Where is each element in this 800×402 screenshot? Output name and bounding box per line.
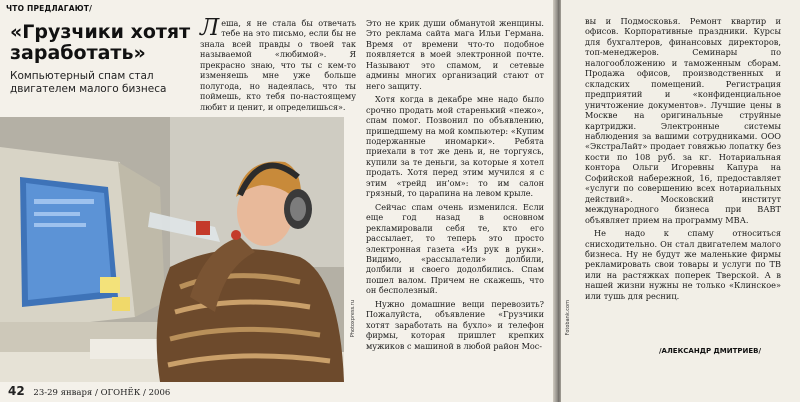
- body-paragraph: Сейчас спам очень изменился. Если еще год назад в основном рекламировали себя те, кто его рассылает, то теперь это просто электронная газета «Из рук в руки». Видимо, «рассылатели» долбили, долбили и своего додолбились. Спам пошел валом. Причем не скажешь, что он бесполезный.: [366, 201, 544, 296]
- body-column-1: [366, 18, 544, 351]
- article-subhead: Компьютерный спам стал двигателем малого бизнеса: [10, 70, 167, 95]
- page-footer: 42 23-29 января / ОГОНЁК / 2006: [8, 384, 171, 398]
- photo-credit-right: Fotobank.com: [565, 300, 571, 336]
- intro-column: [200, 15, 356, 112]
- right-page: [561, 0, 800, 402]
- section-rubric: ЧТО ПРЕДЛАГАЮТ/: [6, 4, 93, 13]
- photo-illustration: [0, 117, 344, 382]
- page-number: 42: [8, 384, 25, 398]
- body-paragraph: Это не крик души обманутой женщины. Это реклама сайта мага Ильи Германа. Время от времени что-то подобное появляется в моей электронной почте. Называют это спамом, и сетевые админы многих организаций стают от него защиту.: [366, 18, 544, 91]
- body-paragraph: Не надо к спаму относиться снисходительно. Он стал двигателем малого бизнеса. Ну не будут же маленькие фирмы рекламировать свои товары и услуги по ТВ или на растяжках поперек Тверской. А в нашей жизни нужны не только «Клинское» или тушь для ресниц.: [585, 228, 781, 301]
- author-byline: /АЛЕКСАНДР ДМИТРИЕВ/: [659, 347, 762, 355]
- body-paragraph: Нужно домашние вещи перевозить? Пожалуйста, объявление «Грузчики хотят заработать на бухло» и телефон фирмы, которая пришлет крепких мужиков с машиной в любой район Мос-: [366, 298, 544, 351]
- body-column-2: [585, 16, 781, 301]
- intro-paragraph: Леша, я не стала бы отвечать тебе на это письмо, если бы не знала всей правды о твоей так называемой «любимой». Я прекрасно знаю, что ты с кем-то изменяешь мне уже больше полугода, но надеялась, что ты поймешь, кто тебя по-настоящему любит и ценит, и определишься».: [200, 15, 356, 112]
- body-paragraph: Хотя когда в декабре мне надо было срочно продать мой старенький «пежо», спам помог. Позвонил по объявлению, пришедшему на мой компьютер: «Купим подержанные иномарки». Ребята приехали в тот же день и, не торгуясь, купили за те деньги, за которые я хотел продать. Хотя перед этим мучился я с этим «трейд ин’ом»: то им салон грязный, то царапина на левом крыле.: [366, 94, 544, 199]
- article-headline: «Грузчики хотят заработать»: [10, 21, 191, 64]
- article-photo: [0, 117, 344, 382]
- issue-year: 2006: [148, 388, 171, 398]
- issue-date: 23-29 января: [33, 388, 93, 398]
- magazine-name: ОГОНЁК: [100, 388, 141, 398]
- body-paragraph: вы и Подмосковья. Ремонт квартир и офисов. Корпоративные праздники. Курсы для бухгалтеров, финансовых директоров, топ-менеджеров. Семинары по налогообложению и таможенным сборам. Продажа офисов, производственных и складских помещений. Регистрация предприятий и «конфиденциальное уничтожение документов». Лучшие цены в Москве на оригинальные струйные картриджи. Электронные системы наблюдения за вашими сотрудниками. ООО «ЭкстраЛайт» продает говяжью лопатку без кости по 108 руб. за кг. Нотариальная контора Ольги Игоревны Капура на Софийской набережной, 16, предоставляет «услуги по совершению всех нотариальных действий». Московский институт международного бизнеса при ВАВТ объявляет прием на программу МВА.: [585, 16, 781, 225]
- photo-credit: Photoxpress.ru: [350, 300, 356, 338]
